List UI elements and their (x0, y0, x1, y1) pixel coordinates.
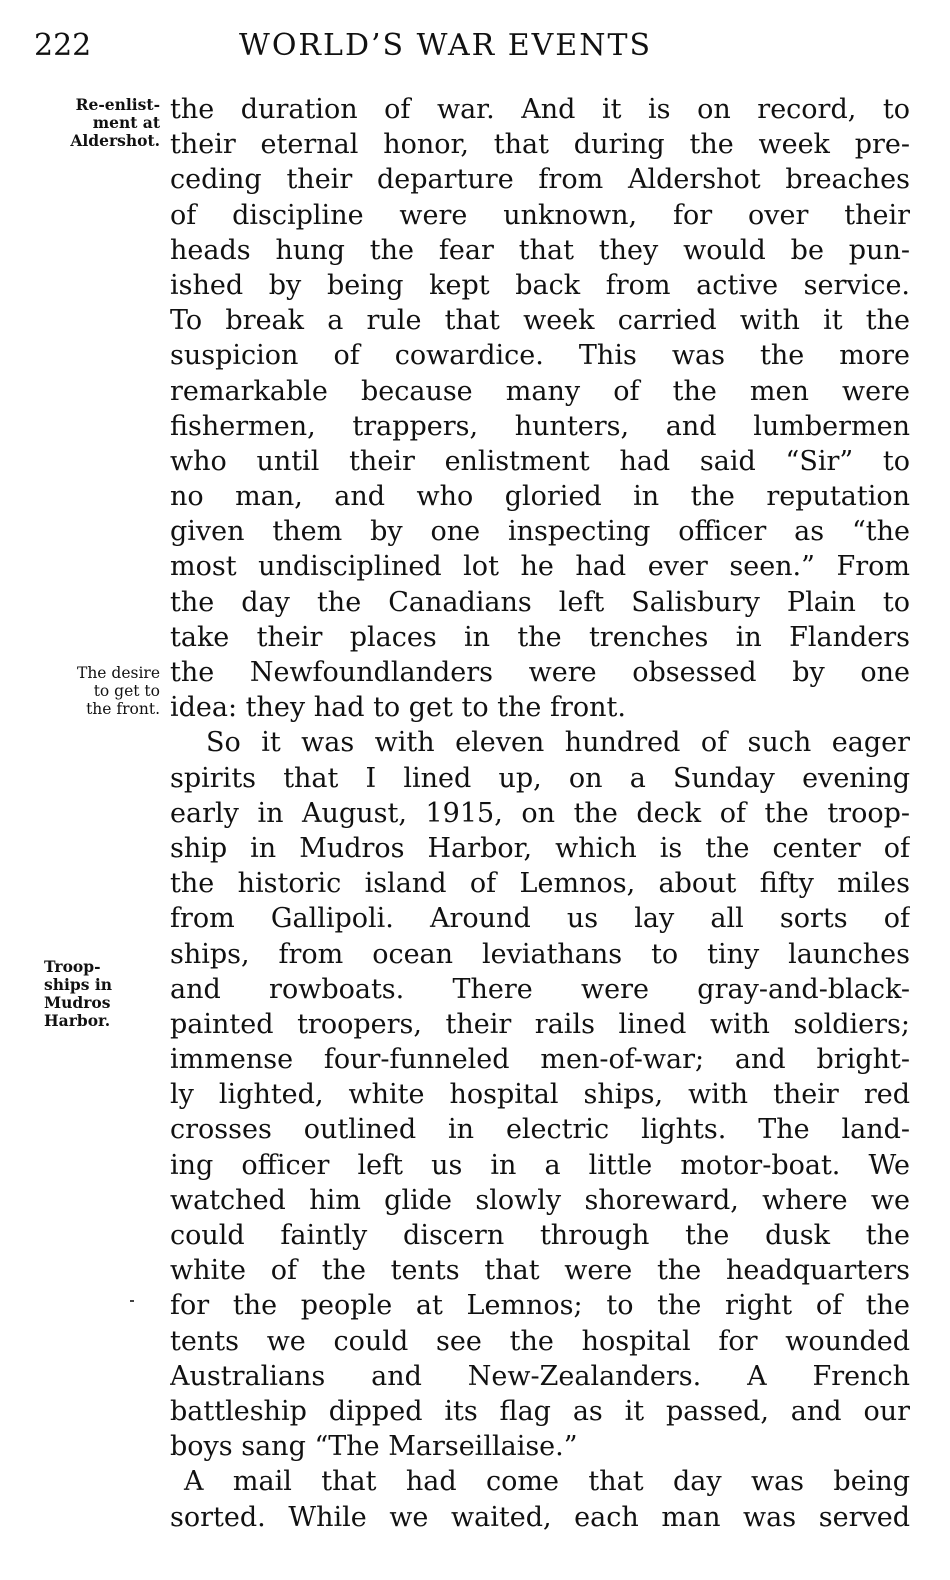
text-line: immense four-funneled men-of-war; and bright- (170, 1044, 910, 1076)
text-line: given them by one inspecting officer as “the (170, 516, 910, 548)
text-line: spirits that I lined up, on a Sunday evening (170, 762, 910, 794)
text-line: who until their enlistment had said “Sir” to (170, 445, 910, 477)
text-line: for the people at Lemnos; to the right of the (170, 1290, 910, 1322)
text-line: suspicion of cowardice. This was the more (170, 340, 910, 372)
text-line: ceding their departure from Aldershot breaches (170, 164, 910, 196)
text-line: of discipline were unknown, for over their (170, 199, 910, 231)
page-header (34, 26, 914, 66)
text-line: most undisciplined lot he had ever seen.” From (170, 551, 910, 583)
margin-note-reenlistment: Re-enlist- ment at Aldershot. (70, 95, 160, 150)
running-head: WORLD’S WAR EVENTS (239, 28, 653, 63)
text-line: idea: they had to get to the front. (170, 692, 626, 724)
text-line: To break a rule that week carried with it the (170, 305, 910, 337)
text-line: A mail that had come that day was being (184, 1466, 910, 1498)
text-line: boys sang “The Marseillaise.” (170, 1431, 578, 1463)
text-line: take their places in the trenches in Flanders (170, 621, 910, 653)
text-line: ly lighted, white hospital ships, with their red (170, 1079, 910, 1111)
text-line: no man, and who gloried in the reputation (170, 481, 910, 513)
text-line: remarkable because many of the men were (170, 375, 910, 407)
text-line: the duration of war. And it is on record, to (170, 94, 910, 125)
text-line: So it was with eleven hundred of such eager (206, 727, 910, 759)
text-line: their eternal honor, that during the week pre- (170, 129, 910, 161)
text-line: white of the tents that were the headquarters (170, 1255, 910, 1287)
text-line: ship in Mudros Harbor, which is the center of (170, 832, 910, 864)
text-line: from Gallipoli. Around us lay all sorts of (170, 903, 910, 935)
margin-note-troopships: Troop- ships in Mudros Harbor. (44, 957, 113, 1030)
text-line: crosses outlined in electric lights. The land- (170, 1114, 910, 1146)
text-line: early in August, 1915, on the deck of the troop- (170, 797, 910, 829)
margin-note-desire-to-get-to-front: The desire to get to the front. (76, 664, 160, 718)
text-line: and rowboats. There were gray-and-black- (170, 973, 910, 1005)
text-line: heads hung the fear that they would be pun- (170, 234, 910, 266)
text-line: Australians and New-Zealanders. A French (170, 1360, 910, 1392)
text-line: could faintly discern through the dusk the (170, 1220, 910, 1251)
text-line: sorted. While we waited, each man was served (170, 1501, 910, 1533)
text-line: the Newfoundlanders were obsessed by one (170, 657, 910, 688)
page-number: 222 (34, 28, 92, 63)
print-speck (130, 1300, 134, 1302)
text-line: ing officer left us in a little motor-boat. We (170, 1149, 910, 1181)
text-line: painted troopers, their rails lined with soldiers; (170, 1008, 910, 1040)
body-text (170, 92, 910, 1535)
text-line: watched him glide slowly shoreward, where we (170, 1184, 910, 1216)
text-line: ships, from ocean leviathans to tiny launches (170, 938, 910, 970)
text-line: fishermen, trappers, hunters, and lumbermen (170, 410, 910, 442)
text-line: battleship dipped its flag as it passed, and our (170, 1395, 910, 1427)
text-line: tents we could see the hospital for wounded (170, 1325, 910, 1357)
text-line: the historic island of Lemnos, about fifty miles (170, 868, 910, 900)
text-line: the day the Canadians left Salisbury Plain to (170, 586, 910, 618)
text-line: ished by being kept back from active service. (170, 269, 910, 301)
